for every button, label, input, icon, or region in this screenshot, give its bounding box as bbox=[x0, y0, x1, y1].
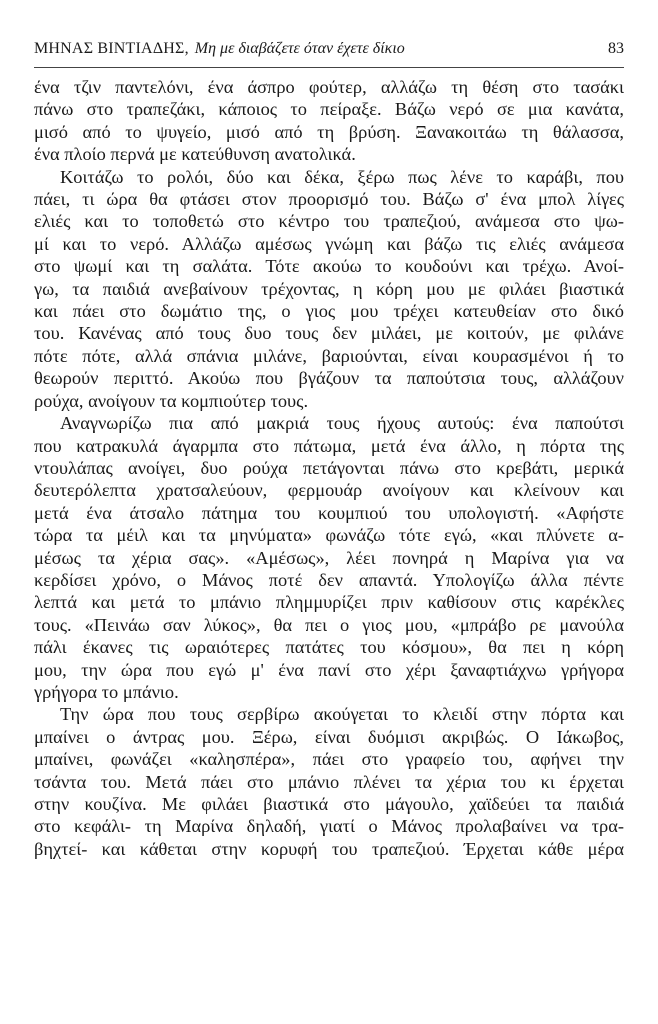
text-line: ντουλάπας ανοίγει, δυο ρούχα πετάγονται πάνω στο κρεβάτι, μερικά bbox=[34, 457, 624, 478]
text-line: ελιές και το τοποθετώ στο κέντρο του τραπεζιού, ανάμεσα στο ψω- bbox=[34, 211, 624, 232]
running-head-text bbox=[34, 40, 405, 58]
text-line: πάλι έκανες τις ωραιότερες πατάτες του κόσμου», θα πει η κόρη bbox=[34, 637, 624, 658]
text-line: τσάντα του. Μετά πάει στο μπάνιο πλένει τα χέρια του κι έρχεται bbox=[34, 771, 624, 792]
text-line: μπαίνει ο άντρας μου. Ξέρω, είναι δυόμισι ακριβώς. Ο Ιάκωβος, bbox=[34, 726, 624, 747]
text-line: γρήγορα το μπάνιο. bbox=[34, 681, 179, 702]
text-line: δευτερόλεπτα χρατσαλεύουν, φερμουάρ ανοίγουν και κλείνουν και bbox=[34, 480, 624, 501]
text-line: και πάει στο δωμάτιο της, ο γιος μου τρέχει κατευθείαν στο δικό bbox=[34, 301, 624, 322]
text-line: μετά ένα άτσαλο πάτημα του κουμπιού του υπολογιστή. «Αφήστε bbox=[34, 502, 624, 523]
text-line: ένα πλοίο περνά με κατεύθυνση ανατολικά. bbox=[34, 144, 356, 165]
text-line: γω, τα παιδιά ανεβαίνουν τρέχοντας, η κόρη μου με φιλάει βιαστικά bbox=[34, 278, 624, 299]
text-line: τους. «Πεινάω σαν λύκος», θα πει ο γιος μου, «μπράβο ρε μανούλα bbox=[34, 614, 624, 635]
paragraph bbox=[34, 166, 624, 412]
text-line: ρούχα, ανοίγουν τα κομπιούτερ τους. bbox=[34, 390, 309, 411]
paragraph bbox=[34, 412, 624, 703]
paragraph bbox=[34, 703, 624, 860]
text-line: μί και το νερό. Αλλάζω αμέσως γνώμη και βάζω τις ελιές ανάμεσα bbox=[34, 233, 624, 254]
book-title: Μη με διαβάζετε όταν έχετε δίκιο bbox=[194, 40, 405, 57]
text-line: στην κουζίνα. Με φιλάει βιαστικά στο μάγουλο, χαϊδεύει τα παιδιά bbox=[34, 794, 624, 814]
page-number: 83 bbox=[608, 40, 624, 57]
header-rule bbox=[34, 67, 624, 68]
text-line: λεπτά και μετά το μπάνιο πλημμυρίζει πριν καθίσουν στις καρέκλες bbox=[34, 592, 624, 613]
text-line: που κατρακυλά άγαρμπα στο πάτωμα, μετά ένα άλλο, η πόρτα της bbox=[34, 435, 624, 456]
text-line: θεωρούν περιττό. Ακούω που βγάζουν τα παπούτσια τους, αλλάζουν bbox=[34, 368, 624, 389]
text-line: τώρα τα μέιλ και τα μηνύματα» φωνάζω τότε εγώ, «και πλύνετε α- bbox=[34, 525, 624, 546]
text-line: πάει, τι ώρα θα φτάσει στον προορισμό του. Βάζω σ' ένα μπολ λίγες bbox=[34, 189, 624, 210]
text-line: Αναγνωρίζω πια από μακριά τους ήχους αυτούς: ένα παπούτσι bbox=[60, 413, 624, 434]
text-line: του. Κανένας από τους δυο τους δεν μιλάει, με κοιτούν, με φιλάνε bbox=[34, 323, 624, 344]
text-line: μπαίνει, φωνάζει «καλησπέρα», πάει στο γραφείο του, αφήνει την bbox=[34, 749, 624, 770]
text-line: πάνω στο τραπεζάκι, κάποιος το πείραξε. Βάζω νερό σε μια κανάτα, bbox=[34, 99, 624, 120]
text-line: κερδίσει χρόνο, ο Μάνος ποτέ δεν απαντά. Υπολογίζω άλλα πέντε bbox=[34, 569, 624, 590]
text-line: βηχτεί- και κάθεται στην κορυφή του τραπεζιού. Έρχεται κάθε μέρα bbox=[34, 838, 624, 859]
text-line: μισό από το ψυγείο, μισό από τη βρύση. Ξανακοιτάω τη θάλασσα, bbox=[34, 121, 624, 142]
text-line: Την ώρα που τους σερβίρω ακούγεται το κλειδί στην πόρτα και bbox=[60, 704, 624, 725]
author-name: ΜΗΝΑΣ ΒΙΝΤΙΑΔΗΣ, bbox=[34, 40, 189, 57]
text-line: Κοιτάζω το ρολόι, δύο και δέκα, ξέρω πως λένε το καράβι, που bbox=[60, 166, 624, 187]
running-header bbox=[34, 40, 624, 66]
text-line: ένα τζιν παντελόνι, ένα άσπρο φούτερ, αλλάζω τη θέση στο τασάκι bbox=[34, 77, 624, 97]
text-line: μου, την ώρα που εγώ μ' ένα πανί στο χέρι ξαναφτιάχνω γρήγορα bbox=[34, 659, 624, 680]
body-text bbox=[34, 76, 624, 860]
text-line: μέσως τα χέρια σας». «Αμέσως», λέει πονηρά η Μαρίνα για να bbox=[34, 547, 624, 568]
text-line: στο κεφάλι- τη Μαρίνα δηλαδή, γιατί ο Μάνος προλαβαίνει να τρα- bbox=[34, 816, 624, 837]
text-line: στο ψωμί και τη σαλάτα. Τότε ακούω το κουδούνι και τρέχω. Ανοί- bbox=[34, 256, 624, 277]
text-line: πότε πότε, αλλά σπάνια μιλάνε, βαριούνται, είναι κουρασμένοι ή το bbox=[34, 345, 624, 366]
paragraph bbox=[34, 76, 624, 166]
